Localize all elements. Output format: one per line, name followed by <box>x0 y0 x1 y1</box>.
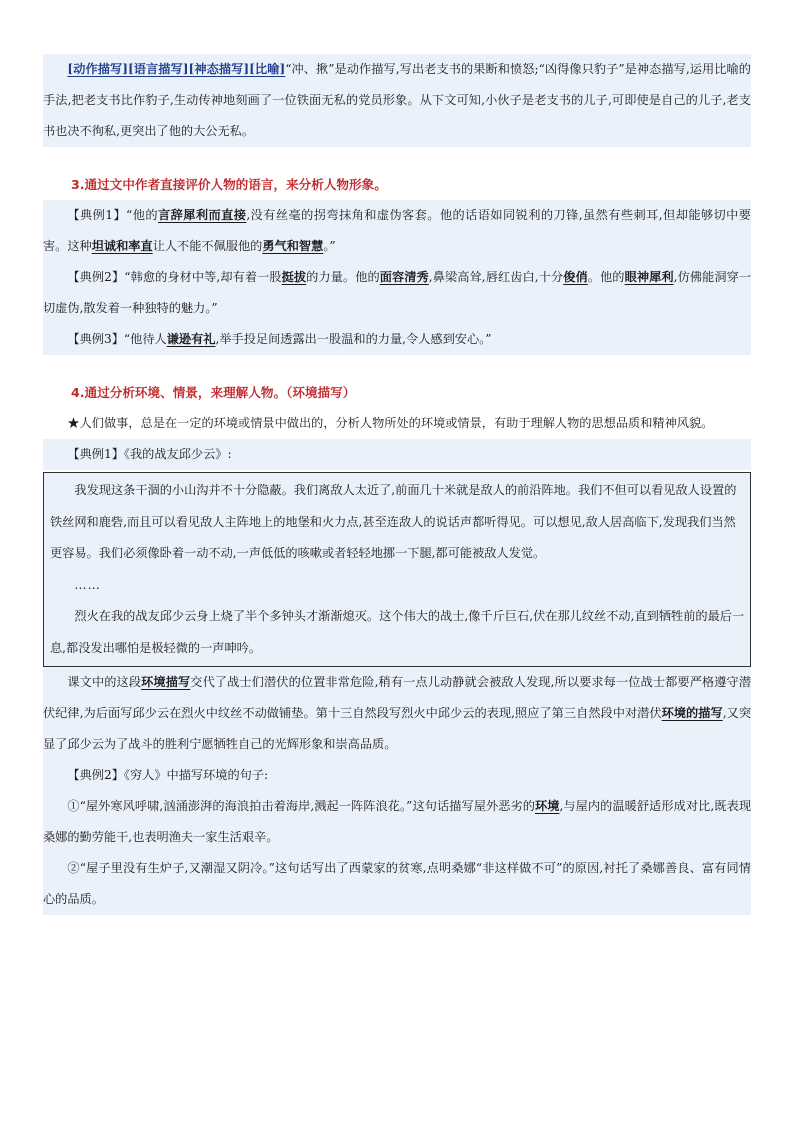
example-1: 【典例1】“他的言辞犀利而直接,没有丝毫的拐弯抹角和虚伪客套。他的话语如同锐利的刀锋,虽然有些刺耳,但却能够切中要害。这种坦诚和率直让人不能不佩服他的勇气和智慧。” <box>43 208 751 253</box>
analysis-block-1 <box>43 54 751 147</box>
example-2-item-2: ②“屋子里没有生炉子,又潮湿又阴冷。”这句话写出了西蒙家的贫寒,点明桑娜“非这样做不可”的原因,衬托了桑娜善良、富有同情心的品质。 <box>43 861 751 906</box>
quoted-passage-2: 烈火在我的战友邱少云身上烧了半个多钟头才渐渐熄灭。这个伟大的战士,像千斤巨石,伏在那儿纹丝不动,直到牺牲前的最后一息,都没发出哪怕是极轻微的一声呻吟。 <box>50 609 745 655</box>
section-4-example-1 <box>43 439 751 470</box>
section-3-heading: 3.通过文中作者直接评价人物的语言，来分析人物形象。 <box>71 177 387 192</box>
passage-analysis: 课文中的这段环境描写交代了战士们潜伏的位置非常危险,稍有一点儿动静就会被敌人发现,所以要求每一位战士都要严格遵守潜伏纪律,为后面写邱少云在烈火中纹丝不动做铺垫。第十三自然段写烈火中邱少云的表现,照应了第三自然段中对潜伏环境的描写,又突显了邱少云为了战斗的胜利宁愿牺牲自己的光辉形象和崇高品质。 <box>43 675 752 751</box>
example-1-title: 【典例1】《我的战友邱少云》: <box>67 447 232 461</box>
example-2-item-1: ①“屋外寒风呼啸,汹涌澎湃的海浪拍击着海岸,溅起一阵阵浪花。”这句话描写屋外恶劣的环境,与屋内的温暖舒适形成对比,既表现桑娜的勤劳能干,也表明渔夫一家生活艰辛。 <box>43 799 752 844</box>
example-3: 【典例3】“他待人谦逊有礼,举手投足间透露出一股温和的力量,令人感到安心。” <box>67 332 492 346</box>
example-2-title: 【典例2】《穷人》中描写环境的句子: <box>67 768 269 782</box>
section-3-examples <box>43 200 751 355</box>
section-4-heading: 4.通过分析环境、情景，来理解人物。（环境描写） <box>71 385 356 400</box>
technique-tags: [动作描写][语言描写][神态描写][比喻] <box>67 62 286 76</box>
page <box>43 54 751 915</box>
quoted-passage-1: 我发现这条干涸的小山沟并不十分隐蔽。我们离敌人太近了,前面几十米就是敌人的前沿阵地。我们不但可以看见敌人设置的铁丝网和鹿砦,而且可以看见敌人主阵地上的地堡和火力点,甚至连敌人的说话声都听得见。可以想见,敌人居高临下,发现我们当然更容易。我们必须像卧着一动不动,一声低低的咳嗽或者轻轻地挪一下腿,都可能被敌人发觉。 <box>50 483 737 560</box>
section-4-analysis <box>43 667 751 915</box>
section-4-intro: ★人们做事，总是在一定的环境或情景中做出的，分析人物所处的环境或情景，有助于理解人物的思想品质和精神风貌。 <box>67 416 714 430</box>
analysis-paragraph: [动作描写][语言描写][神态描写][比喻]“冲、揪”是动作描写,写出老支书的果断和愤怒;“凶得像只豹子”是神态描写,运用比喻的手法,把老支书比作豹子,生动传神地刻画了一位铁面无私的党员形象。从下文可知,小伙子是老支书的儿子,可即使是自己的儿子,老支书也决不徇私,更突出了他的大公无私。 <box>43 62 751 138</box>
ellipsis: …… <box>74 577 101 592</box>
example-2: 【典例2】“韩愈的身材中等,却有着一股挺拔的力量。他的面容清秀,鼻梁高耸,唇红齿白,十分俊俏。他的眼神犀利,仿佛能洞穿一切虚伪,散发着一种独特的魅力。” <box>43 270 752 315</box>
quoted-passage-box <box>43 472 751 667</box>
